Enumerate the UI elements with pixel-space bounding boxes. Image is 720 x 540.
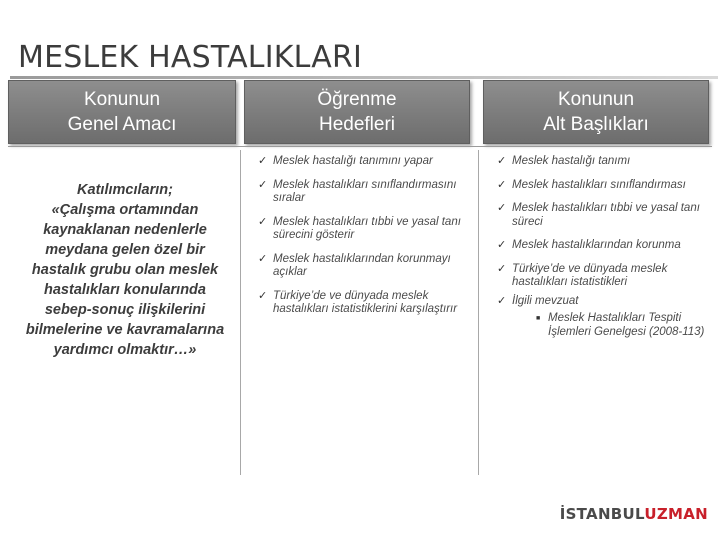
header-line: Genel Amacı xyxy=(67,114,177,135)
header-learning-goals xyxy=(244,80,470,144)
list-item-label: İlgili mevzuat xyxy=(512,294,579,307)
legislation-sublist xyxy=(512,312,705,339)
sublist-item: ■ Meslek Hastalıkları Tespiti İşlemleri Genelgesi (2008-113) xyxy=(536,312,705,339)
column-divider xyxy=(240,150,241,475)
header-line: Öğrenme xyxy=(317,89,397,110)
learning-goals-list xyxy=(258,155,468,327)
list-item: ✓ Türkiye’de ve dünyada meslek hastalıkları istatistiklerini karşılaştırır xyxy=(258,290,468,317)
column-divider xyxy=(478,150,479,475)
list-item: ✓ Meslek hastalığı tanımını yapar xyxy=(258,155,468,169)
subtopics-list xyxy=(497,155,705,349)
logo-part: UZMAN xyxy=(644,505,708,523)
title-divider xyxy=(10,76,718,79)
header-line: Hedefleri xyxy=(318,114,396,135)
purpose-body: «Çalışma ortamından kaynaklanan nedenlerle meydana gelen özel bir hastalık grubu olan meslek hastalıkları konularında sebep-sonuç ilişkilerini bilmelerine ve kavramalarına yardımcı olmaktır…» xyxy=(25,202,225,358)
list-item: ✓ Meslek hastalıkları tıbbi ve yasal tanı süreci xyxy=(497,202,705,229)
purpose-lead: Katılımcıların; xyxy=(77,182,173,198)
header-general-purpose xyxy=(8,80,236,144)
general-purpose-text xyxy=(20,180,230,360)
header-line: Alt Başlıkları xyxy=(543,114,649,135)
list-item-legislation xyxy=(497,295,705,340)
list-item: ✓ Türkiye’de ve dünyada meslek hastalıkları istatistikleri xyxy=(497,263,705,290)
header-line: Konunun xyxy=(83,89,161,110)
list-item: ✓ Meslek hastalıklarından korunma xyxy=(497,239,705,253)
list-item: ✓ Meslek hastalıkları sınıflandırması xyxy=(497,179,705,193)
logo-part: İSTANBUL xyxy=(559,505,645,523)
header-subtopics xyxy=(483,80,709,144)
list-item: ✓ Meslek hastalıkları sınıflandırmasını sıralar xyxy=(258,179,468,206)
header-line: Konunun xyxy=(557,89,635,110)
list-item: ✓ Meslek hastalığı tanımı xyxy=(497,155,705,169)
list-item: ✓ Meslek hastalıkları tıbbi ve yasal tanı sürecini gösterir xyxy=(258,216,468,243)
list-item: ✓ Meslek hastalıklarından korunmayı açıklar xyxy=(258,253,468,280)
page-title: MESLEK HASTALIKLARI xyxy=(18,40,363,75)
brand-logo xyxy=(560,505,708,523)
header-row-divider xyxy=(8,146,712,147)
